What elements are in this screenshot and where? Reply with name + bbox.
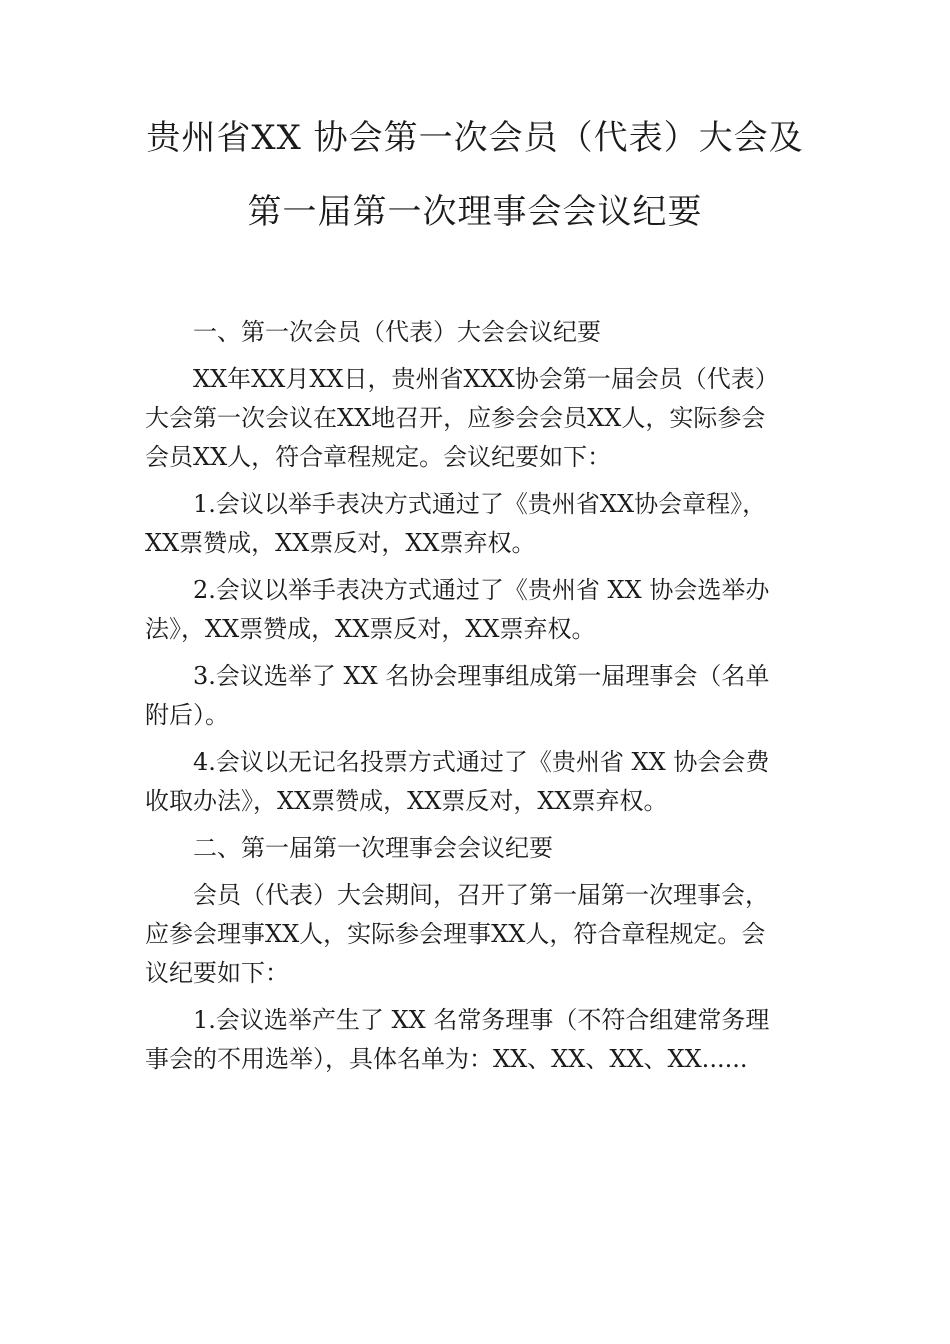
text-line: 法》，XX票赞成，XX票反对，XX票弃权。 <box>145 615 596 643</box>
text-line: 1.会议以举手表决方式通过了《贵州省XX协会章程》， <box>193 490 767 518</box>
text-line: XX年XX月XX日，贵州省XXX协会第一届会员（代表） <box>193 365 779 393</box>
text-line: 大会第一次会议在XX地召开，应参会会员XX人，实际参会 <box>145 404 766 432</box>
document-body <box>145 313 807 1087</box>
document-title-line-2: 第一届第一次理事会会议纪要 <box>247 192 703 232</box>
text-line: 应参会理事XX人，实际参会理事XX人，符合章程规定。会 <box>145 920 766 948</box>
section-heading-1 <box>145 313 807 352</box>
paragraph-meeting-intro <box>145 360 807 477</box>
text-line: 会员（代表）大会期间，召开了第一届第一次理事会， <box>193 881 769 909</box>
text-line: 4.会议以无记名投票方式通过了《贵州省 XX 协会会费 <box>193 748 770 776</box>
paragraph-council-intro <box>145 876 807 993</box>
council-list-item-1 <box>145 1001 807 1079</box>
text-line: XX票赞成，XX票反对，XX票弃权。 <box>145 529 536 557</box>
text-line: 议纪要如下： <box>145 959 289 987</box>
text-line: 附后）。 <box>145 701 229 729</box>
text-line: 2.会议以举手表决方式通过了《贵州省 XX 协会选举办 <box>193 576 770 604</box>
list-item-3 <box>145 657 807 735</box>
text-line: 一、第一次会员（代表）大会会议纪要 <box>193 318 601 346</box>
list-item-1 <box>145 485 807 563</box>
list-item-2 <box>145 571 807 649</box>
text-line: 会员XX人，符合章程规定。会议纪要如下： <box>145 443 612 471</box>
text-line: 二、第一届第一次理事会会议纪要 <box>193 834 553 862</box>
list-item-4 <box>145 743 807 821</box>
text-line: 事会的不用选举），具体名单为：XX、XX、XX、XX...... <box>145 1045 748 1073</box>
text-line: 1.会议选举产生了 XX 名常务理事（不符合组建常务理 <box>193 1006 770 1034</box>
section-heading-2 <box>145 829 807 868</box>
text-line: 3.会议选举了 XX 名协会理事组成第一届理事会（名单 <box>193 662 770 690</box>
text-line: 收取办法》，XX票赞成，XX票反对，XX票弃权。 <box>145 787 668 815</box>
document-title-line-1: 贵州省XX 协会第一次会员（代表）大会及 <box>146 118 804 158</box>
